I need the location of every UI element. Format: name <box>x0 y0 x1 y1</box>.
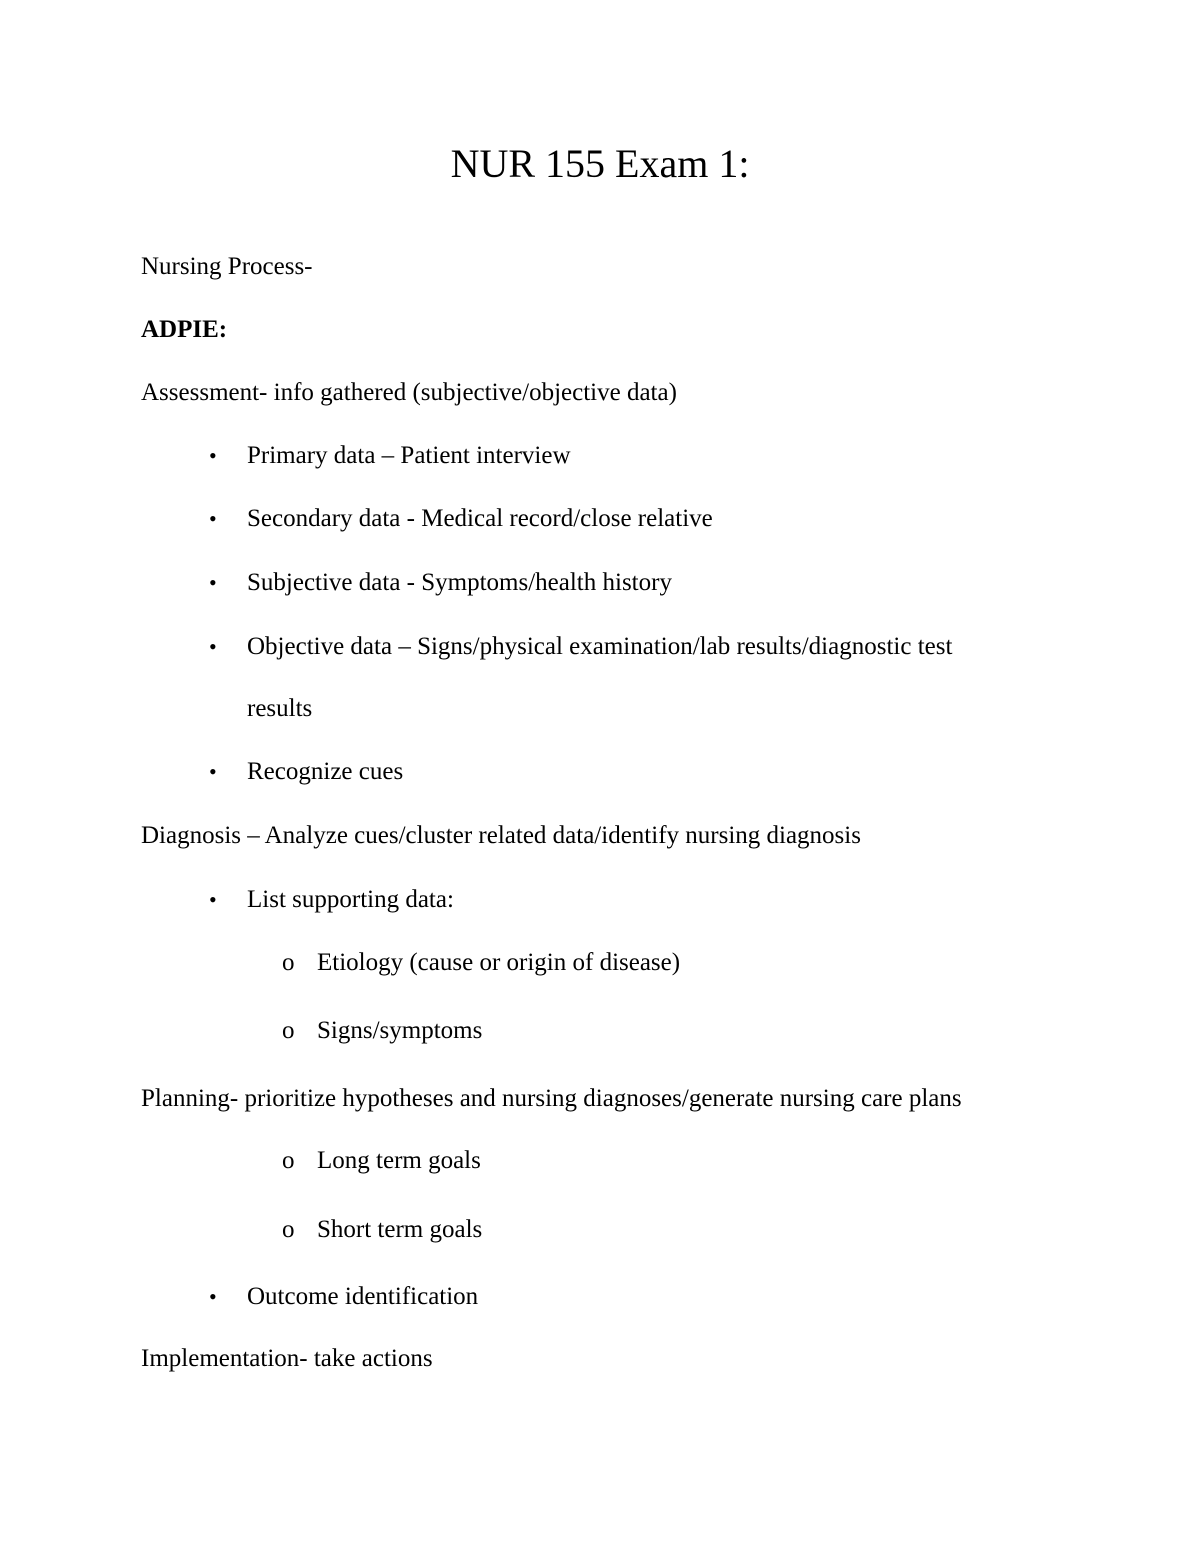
page-title: NUR 155 Exam 1: <box>450 141 750 186</box>
sub-list-item: Short term goals <box>317 1216 483 1243</box>
list-item: List supporting data: <box>247 886 454 913</box>
sub-list-item: Etiology (cause or origin of disease) <box>317 949 681 976</box>
sub-bullet-icon: o <box>282 1147 295 1174</box>
assessment-heading: Assessment- info gathered (subjective/objective data) <box>141 379 677 406</box>
list-item: Secondary data - Medical record/close relative <box>247 505 713 532</box>
sub-bullet-icon: o <box>282 1216 295 1243</box>
bullet-icon: • <box>209 887 217 912</box>
sub-bullet-icon: o <box>282 949 295 976</box>
implementation-heading: Implementation- take actions <box>141 1345 433 1372</box>
diagnosis-heading: Diagnosis – Analyze cues/cluster related data/identify nursing diagnosis <box>141 822 861 849</box>
list-item: Recognize cues <box>247 758 404 785</box>
adpie-heading: ADPIE: <box>141 316 228 343</box>
nursing-process-heading: Nursing Process- <box>141 253 313 280</box>
bullet-icon: • <box>209 634 217 659</box>
planning-heading: Planning- prioritize hypotheses and nursing diagnoses/generate nursing care plans <box>141 1085 962 1112</box>
bullet-icon: • <box>209 443 217 468</box>
list-item: Subjective data - Symptoms/health history <box>247 569 672 596</box>
bullet-icon: • <box>209 759 217 784</box>
bullet-icon: • <box>209 506 217 531</box>
sub-bullet-icon: o <box>282 1017 295 1044</box>
sub-list-item: Long term goals <box>317 1147 481 1174</box>
bullet-icon: • <box>209 1284 217 1309</box>
bullet-icon: • <box>209 570 217 595</box>
list-item: Objective data – Signs/physical examination/lab results/diagnostic test <box>247 633 953 660</box>
sub-list-item: Signs/symptoms <box>317 1017 483 1044</box>
list-item-continuation: results <box>247 695 313 722</box>
list-item: Outcome identification <box>247 1283 479 1310</box>
list-item: Primary data – Patient interview <box>247 442 571 469</box>
